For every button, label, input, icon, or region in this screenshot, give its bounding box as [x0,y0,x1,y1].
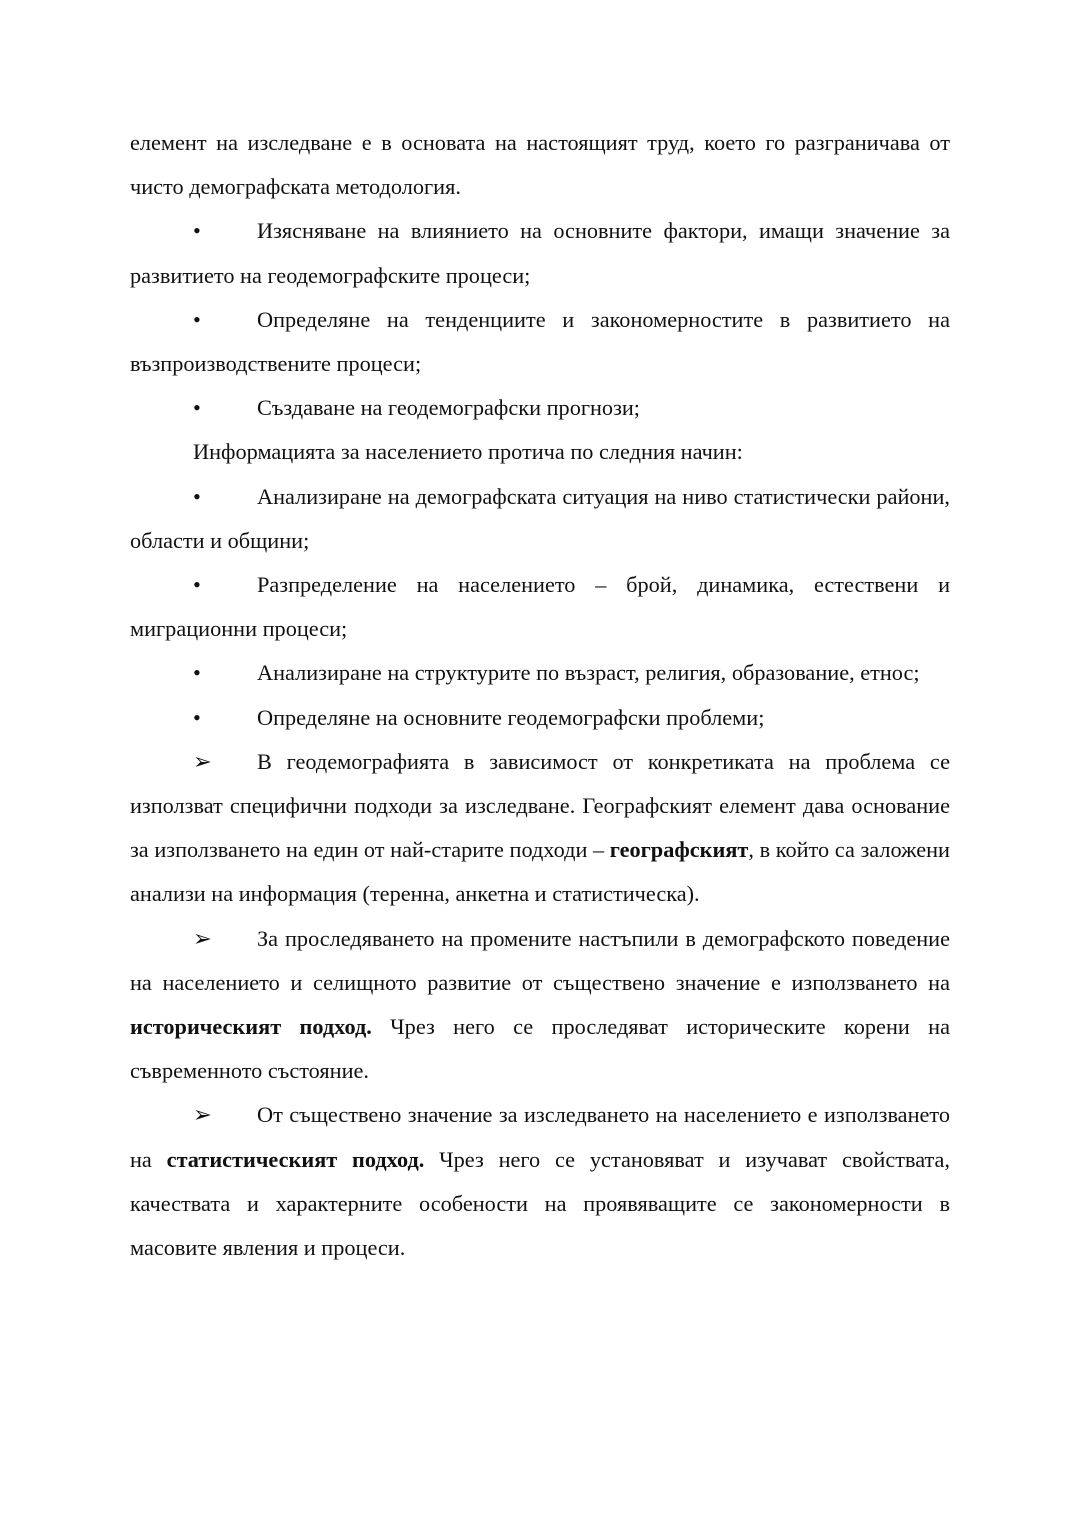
list-item [130,563,950,651]
bold-term: статистическият подход. [166,1146,425,1172]
list-item [130,298,950,386]
list-item [130,386,950,430]
list-item-text: Анализиране на демографската ситуация на ниво статистически райони, области и общини; [130,483,950,553]
list-item-text: Разпределение на населението – брой, динамика, естествени и миграционни процеси; [130,572,950,642]
arrow-icon: ➢ [193,925,212,951]
paragraph-intro: елемент на изследване е в основата на настоящият труд, което го разграничава от чисто демографската методология. [130,130,950,200]
list-item-text: Изясняване на влиянието на основните фактори, имащи значение за развитието на геодемографските процеси; [130,218,950,288]
paragraph-info: Информацията за населението протича по следния начин: [193,439,743,465]
list-item-text: Създаване на геодемографски прогнози; [257,395,640,421]
paragraph-text: Чрез него се установяват и изучават свойствата, качествата и характерните особености на проявяващите се закономерности в масовите явления и процеси. [130,1146,950,1261]
paragraph-text: От съществено значение за изследването на населението е използването на [130,1102,950,1172]
arrow-paragraph-3 [130,1093,950,1270]
paragraph-text: Чрез него се проследяват историческите корени на съвременното състояние. [130,1014,951,1084]
bullet-icon: • [193,218,201,244]
bullet-icon: • [193,483,201,509]
list-item [130,209,950,297]
bullet-icon: • [193,572,201,598]
arrow-paragraph-2 [130,917,950,1094]
arrow-icon: ➢ [193,1102,212,1128]
bullet-icon: • [193,704,201,730]
bullet-icon: • [193,395,201,421]
paragraph-text: , в който са заложени анализи на информация (теренна, анкетна и статистическа). [130,837,950,907]
list-item-text: Определяне на основните геодемографски проблеми; [257,704,765,730]
list-item-text: Анализиране на структурите по възраст, религия, образование, етнос; [257,660,920,686]
bold-term: историческият подход. [130,1014,372,1040]
list-item-text: Определяне на тенденциите и закономерностите в развитието на възпроизводствените процеси; [130,306,950,377]
bold-term: географският [609,837,749,863]
paragraph-text: В геодемографията в зависимост от конкретиката на проблема се използват специфични подходи за изследване. Географският елемент дава основание за използването на един от най-старите подходи – [130,748,950,863]
bullet-icon: • [193,306,201,332]
document-body [130,121,950,1270]
list-item [130,696,950,740]
list-item [130,475,950,563]
paragraph-text: За проследяването на промените настъпили в демографското поведение на населението и селищното развитие от съществено значение е използването на [130,925,950,995]
arrow-paragraph-1 [130,740,950,917]
arrow-icon: ➢ [193,748,212,774]
bullet-icon: • [193,660,201,686]
list-item [130,651,950,695]
